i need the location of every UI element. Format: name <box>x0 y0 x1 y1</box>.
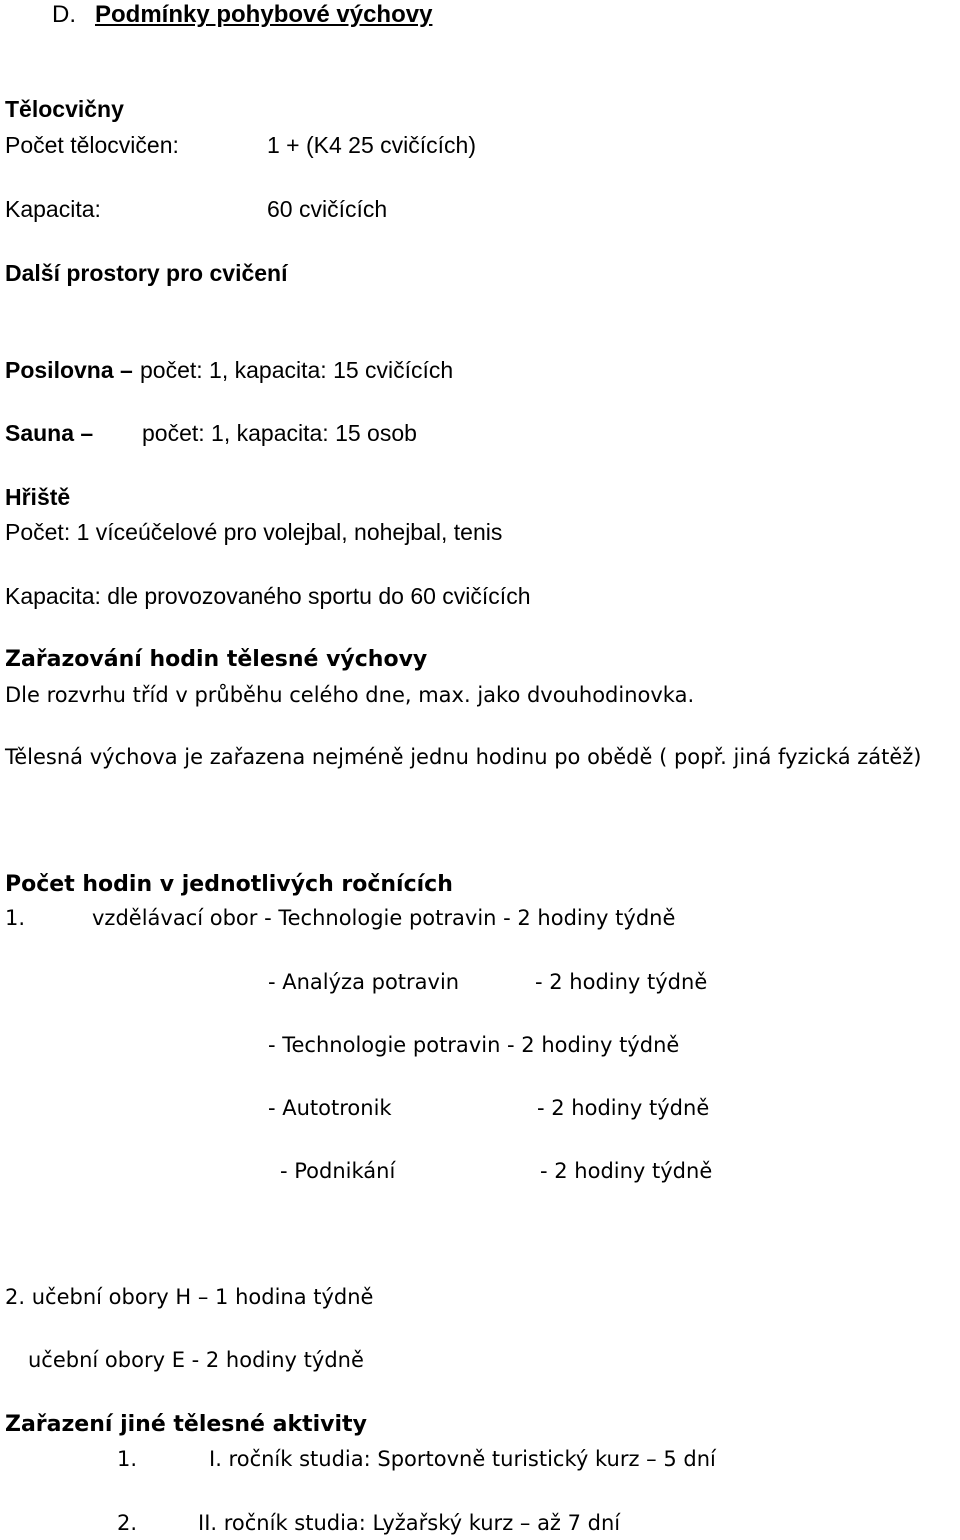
gyms-count-label: Počet tělocvičen: <box>5 132 179 158</box>
activity-item-number: 1. <box>117 1447 138 1471</box>
hours-row-hours: - 2 hodiny týdně <box>535 970 708 994</box>
playground-capacity: Kapacita: dle provozovaného sportu do 60 cvičících <box>5 583 531 609</box>
gyms-capacity-label: Kapacita: <box>5 196 101 222</box>
hours-row-hours: - 2 hodiny týdně <box>540 1159 713 1183</box>
hours-row-subject: - Analýza potravin <box>268 970 460 994</box>
sauna-text: počet: 1, kapacita: 15 osob <box>142 420 417 446</box>
hours-heading: Počet hodin v jednotlivých ročnících <box>5 872 453 897</box>
playground-heading: Hřiště <box>5 484 71 510</box>
scheduling-line-2: Tělesná výchova je zařazena nejméně jednu hodinu po obědě ( popř. jiná fyzická zátěž) <box>5 745 922 769</box>
activity-item-number: 2. <box>117 1511 138 1535</box>
hours-row-subject: - Podnikání <box>280 1159 396 1183</box>
hours-row-subject: - Autotronik <box>268 1096 392 1120</box>
other-spaces-heading: Další prostory pro cvičení <box>5 260 288 286</box>
scheduling-heading: Zařazování hodin tělesné výchovy <box>5 647 428 672</box>
section-letter: D. <box>52 1 76 28</box>
other-activity-heading: Zařazení jiné tělesné aktivity <box>5 1412 367 1437</box>
hours-item-1-number: 1. <box>5 906 26 930</box>
sauna-name: Sauna – <box>5 420 94 446</box>
activity-item-text: II. ročník studia: Lyžařský kurz – až 7 dní <box>198 1511 621 1535</box>
hours-item-2-text: 2. učební obory H – 1 hodina týdně <box>5 1285 374 1309</box>
activity-item-text: I. ročník studia: Sportovně turistický kurz – 5 dní <box>209 1447 716 1471</box>
gyms-heading: Tělocvičny <box>5 96 124 122</box>
hours-row-subject: - Technologie potravin - 2 hodiny týdně <box>268 1033 680 1057</box>
scheduling-line-1: Dle rozvrhu tříd v průběhu celého dne, max. jako dvouhodinovka. <box>5 683 695 707</box>
hours-row-hours: - 2 hodiny týdně <box>537 1096 710 1120</box>
gyms-count-value: 1 + (K4 25 cvičících) <box>267 132 476 158</box>
playground-count: Počet: 1 víceúčelové pro volejbal, nohejbal, tenis <box>5 519 503 545</box>
fitness-room-text: počet: 1, kapacita: 15 cvičících <box>140 357 454 383</box>
gyms-capacity-value: 60 cvičících <box>267 196 388 222</box>
fitness-room-name: Posilovna – <box>5 357 133 383</box>
hours-item-1-text: vzdělávací obor - Technologie potravin - 2 hodiny týdně <box>92 906 676 930</box>
section-title: Podmínky pohybové výchovy <box>95 1 433 28</box>
hours-item-2b-text: učební obory E - 2 hodiny týdně <box>28 1348 364 1372</box>
